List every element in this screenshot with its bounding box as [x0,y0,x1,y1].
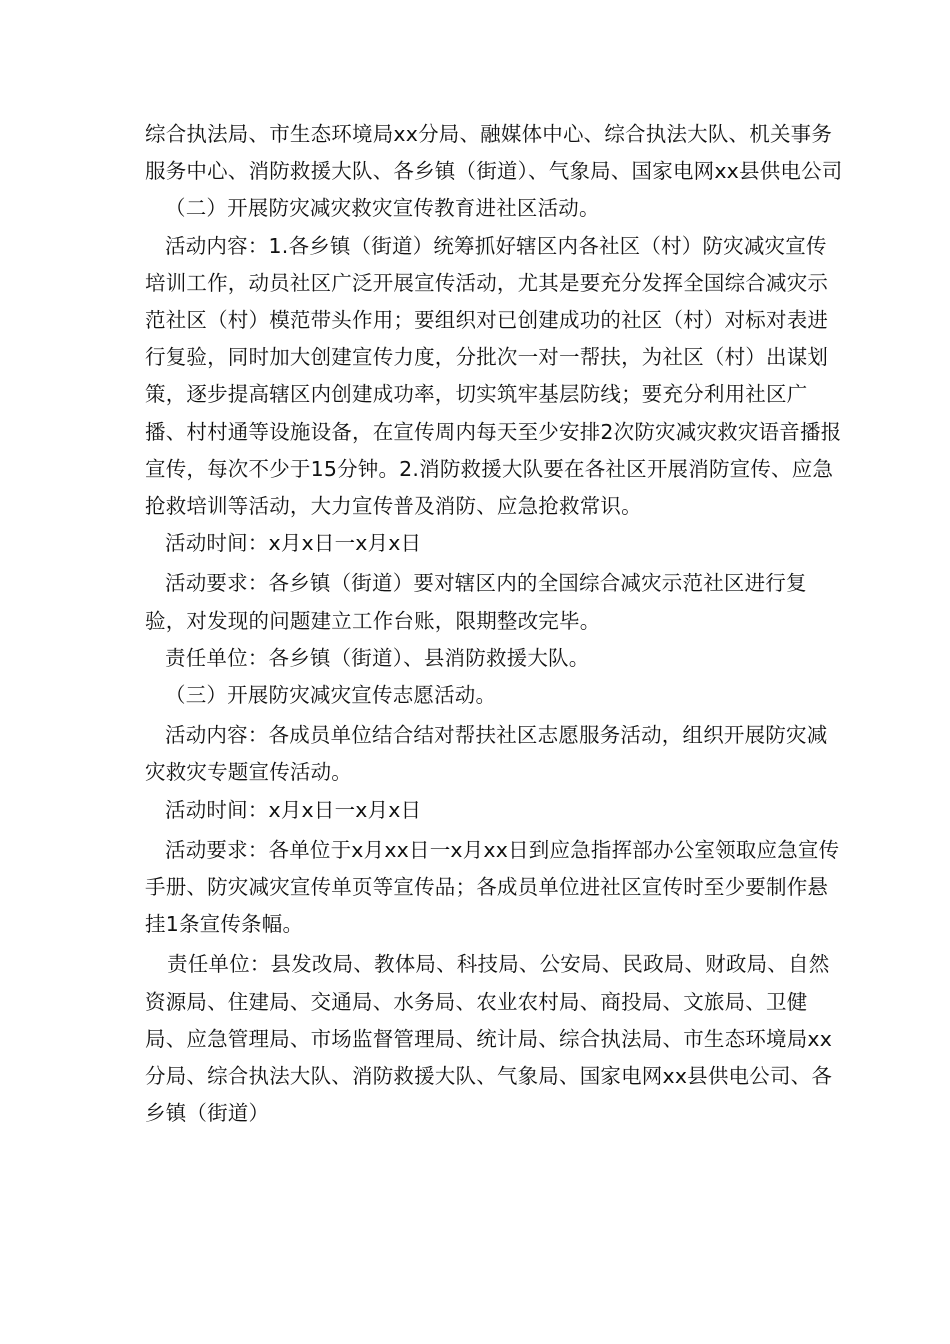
paragraph-responsible-units-2: 责任单位：各乡镇（街道）、县消防救援大队。 [165,645,590,670]
paragraph-activity-content-3: 活动内容：各成员单位结合结对帮扶社区志愿服务活动，组织开展防灾减灾救灾专题宣传活动。 [145,723,828,785]
paragraph-activity-requirements-3: 活动要求：各单位于x月xx日一x月xx日到应急指挥部办公室领取应急宣传手册、防灾减灾宣传单页等宣传品；各成员单位进社区宣传时至少要制作悬挂1条宣传条幅。 [145,837,840,937]
section-heading-2: （二）开展防灾减灾救灾宣传教育进社区活动。 [165,196,600,221]
paragraph-responsible-units-3: 责任单位：县发改局、教体局、科技局、公安局、民政局、财政局、自然资源局、住建局、交通局、水务局、农业农村局、商投局、文旅局、卫健局、应急管理局、市场监督管理局、统计局、综合执法局、市生态环境局xx分局、综合执法大队、消防救援大队、气象局、国家电网xx县供电公司、各乡镇（街道） [145,952,833,1126]
document-body [145,116,845,1132]
paragraph-responsible-units-continued: 综合执法局、市生态环境局xx分局、融媒体中心、综合执法大队、机关事务服务中心、消防救援大队、各乡镇（街道）、气象局、国家电网xx县供电公司 [145,122,843,184]
paragraph-activity-content-2: 活动内容：1.各乡镇（街道）统筹抓好辖区内各社区（村）防灾减灾宣传培训工作，动员社区广泛开展宣传活动，尤其是要充分发挥全国综合减灾示范社区（村）模范带头作用；要组织对已创建成功的社区（村）对标对表进行复验，同时加大创建宣传力度，分批次一对一帮扶，为社区（村）出谋划策，逐步提高辖区内创建成功率，切实筑牢基层防线；要充分利用社区广播、村村通等设施设备，在宣传周内每天至少安排2次防灾减灾救灾语音播报宣传，每次不少于15分钟。2.消防救援大队要在各社区开展消防宣传、应急抢救培训等活动，大力宣传普及消防、应急抢救常识。 [145,233,842,519]
paragraph-activity-time-3: 活动时间：x月x日一x月x日 [165,797,422,822]
paragraph-activity-time-2: 活动时间：x月x日一x月x日 [165,531,422,556]
paragraph-activity-requirements-2: 活动要求：各乡镇（街道）要对辖区内的全国综合减灾示范社区进行复验，对发现的问题建立工作台账，限期整改完毕。 [145,571,807,633]
section-heading-3: （三）开展防灾减灾宣传志愿活动。 [165,683,497,708]
